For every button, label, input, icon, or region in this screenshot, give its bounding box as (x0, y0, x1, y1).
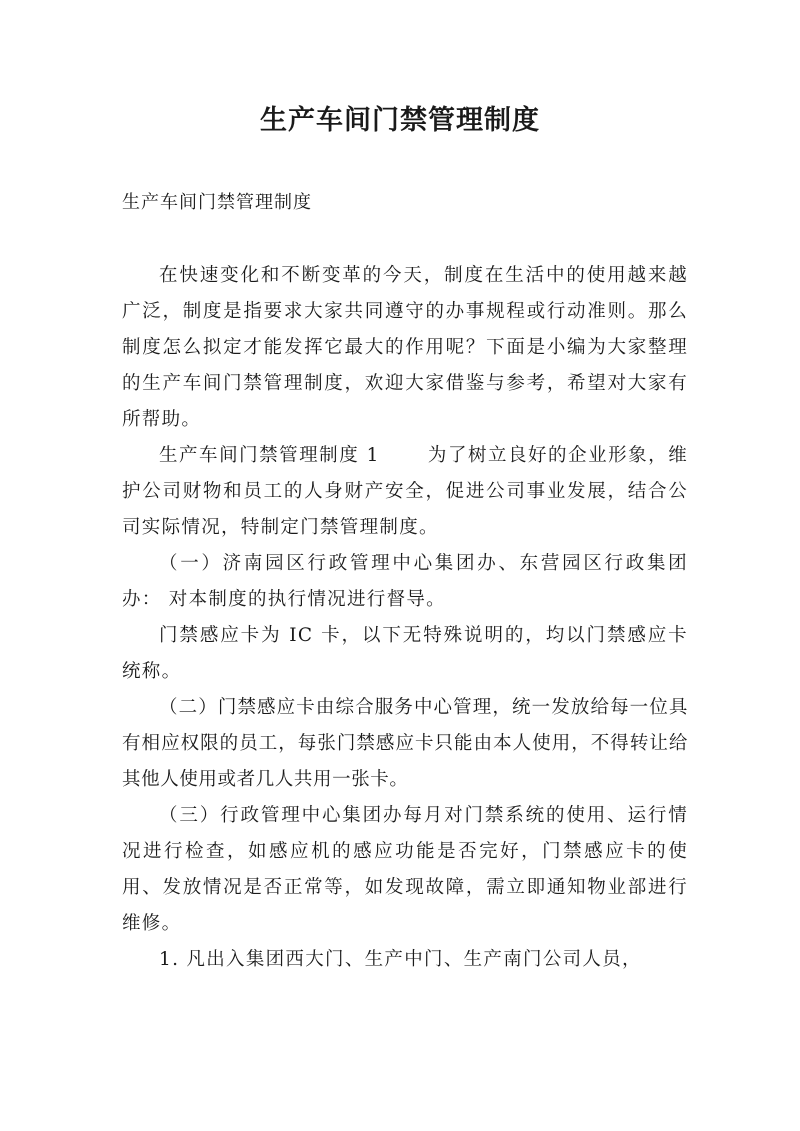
intro-paragraph: 在快速变化和不断变革的今天，制度在生活中的使用越来越广泛，制度是指要求大家共同遵守的办事规程或行动准则。那么制度怎么拟定才能发挥它最大的作用呢？下面是小编为大家整理的生产车间门禁管理制度，欢迎大家借鉴与参考，希望对大家有所帮助。 (122, 265, 688, 430)
clause-2-paragraph: （二）门禁感应卡由综合服务中心管理，统一发放给每一位具有相应权限的员工，每张门禁感应卡只能由本人使用，不得转让给其他人使用或者几人共用一张卡。 (122, 697, 688, 790)
item-1-paragraph: 1. 凡出入集团西大门、生产中门、生产南门公司人员， (159, 949, 642, 970)
document-title: 生产车间门禁管理制度 (260, 105, 540, 136)
section-1-text: 为了树立良好的企业形象，维护公司财物和员工的人身财产安全，促进公司事业发展，结合公司实际情况，特制定门禁管理制度。 (122, 445, 688, 538)
document-body (122, 258, 688, 978)
section-1-paragraph (122, 438, 688, 546)
clause-1-paragraph: （一）济南园区行政管理中心集团办、东营园区行政集团办： 对本制度的执行情况进行督导。 (122, 553, 688, 610)
section-heading: 生产车间门禁管理制度 1 (159, 445, 380, 466)
ic-card-paragraph: 门禁感应卡为 IC 卡，以下无特殊说明的，均以门禁感应卡统称。 (122, 625, 688, 682)
document-subtitle: 生产车间门禁管理制度 (122, 192, 312, 213)
clause-3-paragraph: （三）行政管理中心集团办每月对门禁系统的使用、运行情况进行检查，如感应机的感应功能是否完好，门禁感应卡的使用、发放情况是否正常等，如发现故障，需立即通知物业部进行维修。 (122, 805, 688, 934)
